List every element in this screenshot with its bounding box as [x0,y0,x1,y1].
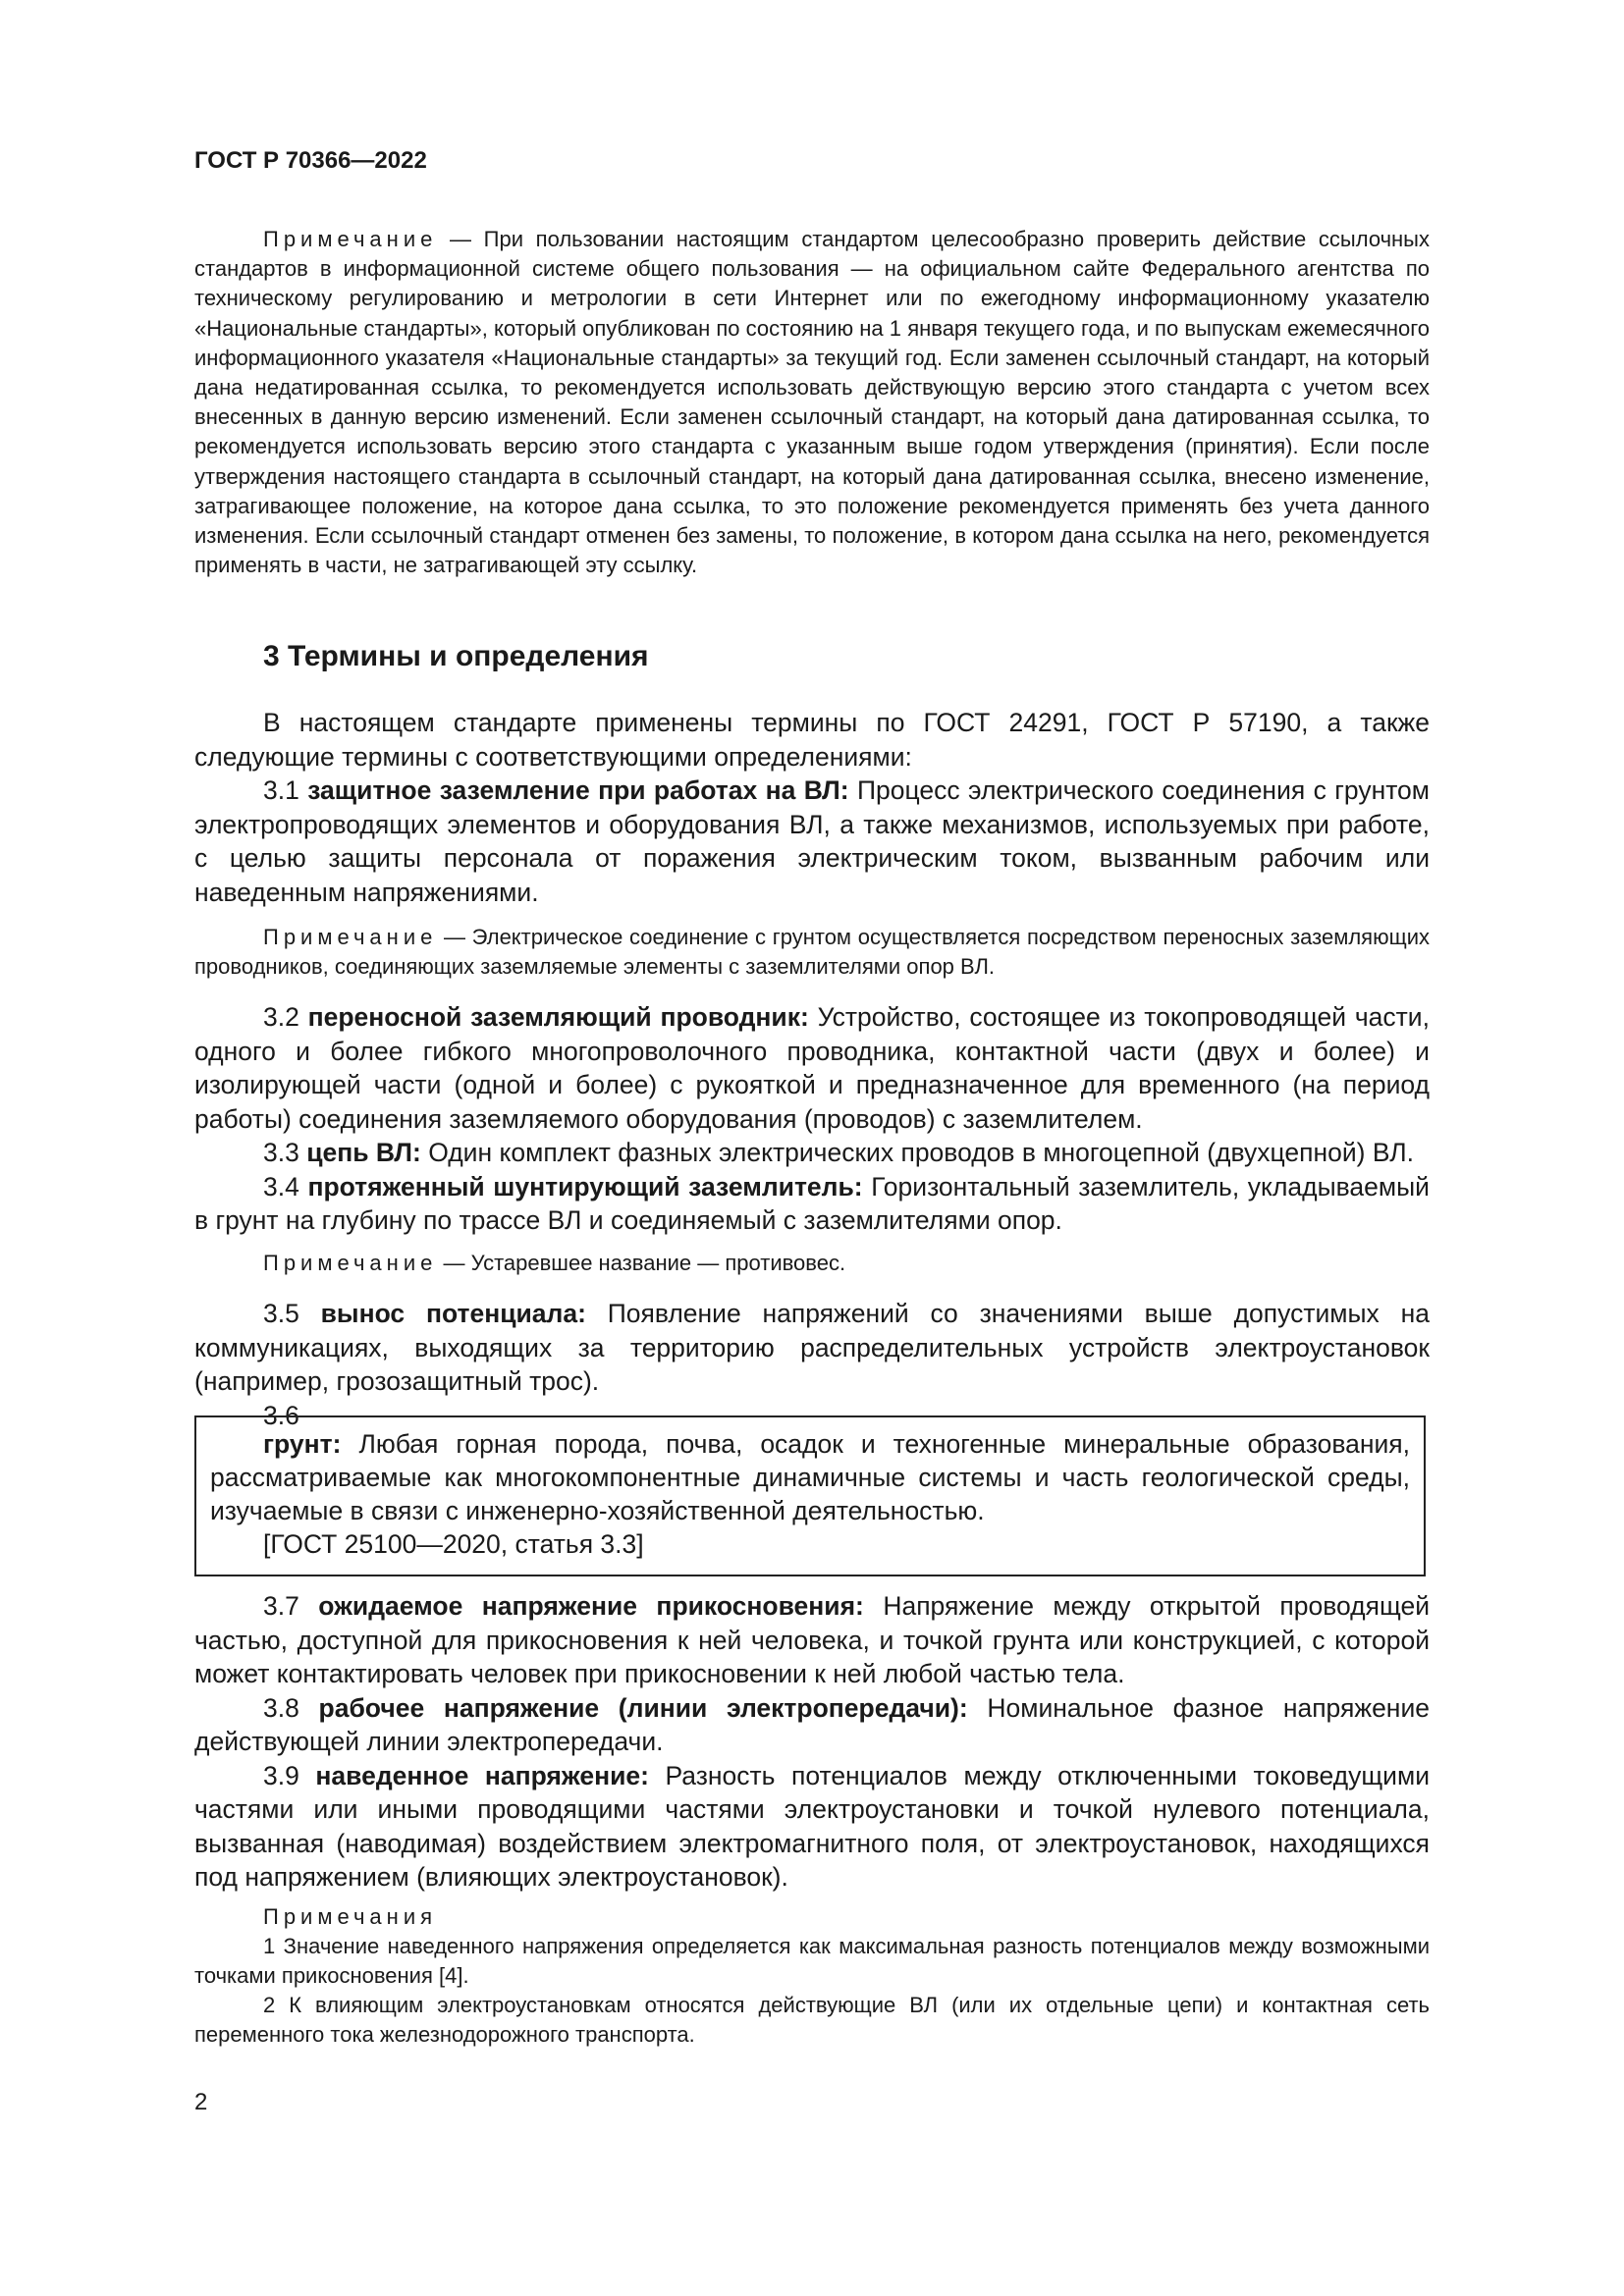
term-definition: Появление напряжений со значениями выше допустимых на коммуникациях, выходящих за территорию распределительных устройств электроустановок (например, грозозащитный трос). [194,1299,1430,1396]
note-3-1 [194,923,1430,982]
term-definition: Процесс электрического соединения с грунтом электропроводящих элементов и оборудования ВЛ, а также механизмов, используемых при работе, с целью защиты персонала от поражения электрическим током, вызванным рабочим или наведенным напряжениями. [194,775,1431,907]
term-definition: Устройство, состоящее из токопроводящей части, одного и более гибкого многопроволочного проводника, контактной части (двух и более) и изолирующей части (одной и более) с рукояткой и предназначенное для временного (на период работы) соединения заземляемого оборудования (проводов) с заземлителем. [194,1002,1430,1134]
term-3-8: 3.8 рабочее напряжение (линии электропередачи): Номинальное фазное напряжение действующей линии электропередачи. [194,1692,1430,1756]
term-3-3: 3.3 цепь ВЛ: Один комплект фазных электрических проводов в многоцепной (двухцепной) ВЛ. [263,1138,1414,1167]
term-3-6-box [194,1415,1426,1576]
notes-3-9 [194,1902,1430,2050]
term-3-2: 3.2 переносной заземляющий проводник: Устройство, состоящее из токопроводящей части, одного и более гибкого многопроволочного проводника, контактной части (двух и более) и изолирующей части (одной и более) с рукояткой и предназначенное для временного (на период работы) соединения заземляемого оборудования (проводов) с заземлителем. [194,1002,1430,1134]
term-name: переносной заземляющий проводник: [307,1002,809,1032]
terms-block-4 [194,1589,1430,1895]
terms-block-1 [194,706,1430,909]
term-name: протяженный шунтирующий заземлитель: [307,1171,863,1201]
note-text: — Устаревшее название — противовес. [443,1251,846,1275]
term-3-6-number: 3.6 [263,1400,299,1430]
term-definition: Один комплект фазных электрических проводов в многоцепной (двухцепной) ВЛ. [428,1138,1414,1167]
notes-label: Примечания [263,1904,438,1929]
term-3-9: 3.9 наведенное напряжение: Разность потенциалов между отключенными токоведущими частями или иными проводящими частями электроустановки и точкой нулевого потенциала, вызванная (наводимая) воздействием электромагнитного поля, от электроустановок, находящихся под напряжением (влияющих электроустановок). [194,1760,1430,1892]
term-name: защитное заземление при работах на ВЛ: [307,775,849,805]
term-name: наведенное напряжение: [315,1760,649,1790]
note-label: Примечание [263,925,438,949]
note-label: Примечание [263,1251,438,1275]
note-text: — При пользовании настоящим стандартом целесообразно проверить действие ссылочных стандартов в информационной системе общего пользования — на официальном сайте Федерального агентства по техническому регулированию и метрологии в сети Интернет или по ежегодному информационному указателю «Национальные стандарты», который опубликован по состоянию на 1 января текущего года, и по выпускам ежемесячного информационного указателя «Национальные стандарты» за текущий год. Если заменен ссылочный стандарт, на который дана недатированная ссылка, то рекомендуется использовать действующую версию этого стандарта с учетом всех внесенных в данную версию изменений. Если заменен ссылочный стандарт, на который дана датированная ссылка, то рекомендуется использовать версию этого стандарта с указанным выше годом утверждения (принятия). Если после утверждения настоящего стандарта в ссылочный стандарт, на который дана датированная ссылка, внесено изменение, затрагивающее положение, на которое дана ссылка, то это положение рекомендуется применять без учета данного изменения. Если ссылочный стандарт отменен без замены, то положение, в котором дана ссылка на него, рекомендуется применять в части, не затрагивающей эту ссылку. [194,227,1430,578]
term-name: ожидаемое напряжение прикосновения: [318,1591,864,1621]
term-3-5: 3.5 вынос потенциала: Появление напряжений со значениями выше допустимых на коммуникациях, выходящих за территорию распределительных устройств электроустановок (например, грозозащитный трос). [194,1299,1430,1396]
term-3-4: 3.4 протяженный шунтирующий заземлитель: Горизонтальный заземлитель, укладываемый в грунт на глубину по трассе ВЛ и соединяемый с заземлителями опор. [194,1171,1430,1235]
term-definition: Разность потенциалов между отключенными токоведущими частями или иными проводящими частями электроустановки и точкой нулевого потенциала, вызванная (наводимая) воздействием электромагнитного поля, от электроустановок, находящихся под напряжением (влияющих электроустановок). [194,1760,1430,1892]
note-3-4 [194,1249,1430,1278]
term-3-7: 3.7 ожидаемое напряжение прикосновения: Напряжение между открытой проводящей частью, доступной для прикосновения к ней человека, и точкой грунта или конструкцией, с которой может контактировать человек при прикосновении к ней любой частью тела. [194,1591,1431,1688]
term-definition: Любая горная порода, почва, осадок и техногенные минеральные образования, рассматриваемые как многокомпонентные динамичные системы и часть геологической среды, изучаемые в связи с инженерно-хозяйственной деятельностью. [210,1429,1410,1525]
term-name: вынос потенциала: [320,1299,586,1328]
note-label: Примечание [263,227,438,251]
section-intro: В настоящем стандарте применены термины по ГОСТ 24291, ГОСТ Р 57190, а также следующие термины с соответствующими определениями: [194,708,1430,772]
term-definition: Номинальное фазное напряжение действующей линии электропередачи. [194,1692,1430,1756]
term-3-1: 3.1 защитное заземление при работах на ВЛ: Процесс электрического соединения с грунтом электропроводящих элементов и оборудования ВЛ, а также механизмов, используемых при работе, с целью защиты персонала от поражения электрическим током, вызванным рабочим или наведенным напряжениями. [194,775,1431,907]
term-name: рабочее напряжение (линии электропередачи): [318,1692,968,1723]
terms-block-2 [194,1000,1430,1238]
terms-block-3 [194,1297,1430,1432]
note-3-9-2: 2 К влияющим электроустановкам относятся действующие ВЛ (или их отдельные цепи) и контактная сеть переменного тока железнодорожного транспорта. [194,1993,1430,2047]
document-code-header: ГОСТ Р 70366—2022 [194,147,427,174]
note-3-9-1: 1 Значение наведенного напряжения определяется как максимальная разность потенциалов между возможными точками прикосновения [4]. [194,1934,1430,1988]
intro-note [194,225,1430,580]
term-source-reference: [ГОСТ 25100—2020, статья 3.3] [263,1529,644,1559]
term-name: грунт: [263,1429,342,1459]
note-text: — Электрическое соединение с грунтом осуществляется посредством переносных заземляющих проводников, соединяющих заземляемые элементы с заземлителями опор ВЛ. [194,925,1430,979]
page-number: 2 [194,2089,208,2115]
term-3-6 [210,1427,1410,1527]
term-name: цепь ВЛ: [306,1138,421,1167]
term-definition: Напряжение между открытой проводящей частью, доступной для прикосновения к ней человека, и точкой грунта или конструкцией, с которой может контактировать человек при прикосновении к ней любой частью тела. [194,1591,1431,1688]
term-definition: Горизонтальный заземлитель, укладываемый в грунт на глубину по трассе ВЛ и соединяемый с заземлителями опор. [194,1171,1430,1235]
section-title: 3 Термины и определения [263,640,649,672]
